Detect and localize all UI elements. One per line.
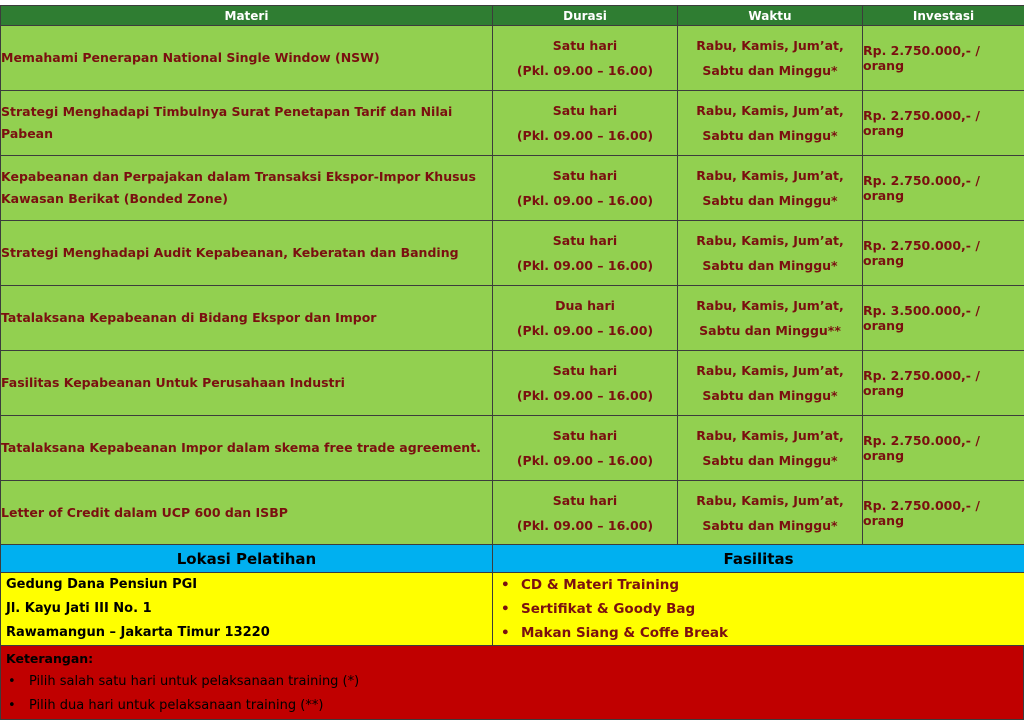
cell-durasi	[493, 286, 678, 351]
investasi-text: Rp. 2.750.000,- / orang	[863, 173, 980, 203]
waktu-days: Rabu, Kamis, Jum’at,	[696, 298, 844, 313]
bullet-icon: •	[501, 625, 510, 641]
waktu-days: Rabu, Kamis, Jum’at,	[696, 493, 844, 508]
lokasi-box	[1, 573, 493, 646]
durasi-days: Satu hari	[552, 103, 618, 118]
investasi-text: Rp. 2.750.000,- / orang	[863, 108, 980, 138]
table-row	[1, 221, 1024, 286]
cell-waktu	[678, 481, 863, 546]
cell-waktu	[678, 156, 863, 221]
bullet-icon: •	[8, 698, 16, 713]
cell-materi	[1, 416, 493, 481]
cell-materi	[1, 221, 493, 286]
table-row	[1, 156, 1024, 221]
waktu-weekend: Sabtu dan Minggu*	[702, 63, 838, 78]
cell-investasi	[863, 481, 1024, 546]
info-table	[0, 544, 1024, 646]
header-materi: Materi	[1, 6, 493, 26]
keterangan-box	[0, 645, 1024, 720]
investasi-text: Rp. 3.500.000,- / orang	[863, 303, 980, 333]
bullet-icon: •	[501, 577, 510, 593]
fasilitas-box	[493, 573, 1024, 646]
list-item	[493, 573, 1024, 597]
list-item	[493, 597, 1024, 621]
cell-waktu	[678, 416, 863, 481]
materi-text: Kepabeanan dan Perpajakan dalam Transaksi Ekspor-Impor Khusus Kawasan Berikat (Bonded Zone)	[1, 169, 476, 206]
lokasi-street: Jl. Kayu Jati III No. 1	[6, 601, 152, 616]
durasi-hours: (Pkl. 09.00 – 16.00)	[516, 388, 654, 403]
cell-durasi	[493, 416, 678, 481]
lokasi-city: Rawamangun – Jakarta Timur 13220	[6, 625, 270, 640]
cell-investasi	[863, 351, 1024, 416]
cell-durasi	[493, 221, 678, 286]
table-row	[1, 26, 1024, 91]
cell-materi	[1, 351, 493, 416]
waktu-weekend: Sabtu dan Minggu*	[702, 453, 838, 468]
materi-text: Tatalaksana Kepabeanan di Bidang Ekspor dan Impor	[1, 310, 377, 325]
cell-durasi	[493, 26, 678, 91]
materi-text: Fasilitas Kepabeanan Untuk Perusahaan Industri	[1, 375, 345, 390]
materi-text: Strategi Menghadapi Audit Kepabeanan, Keberatan dan Banding	[1, 245, 459, 260]
cell-durasi	[493, 91, 678, 156]
materi-text: Strategi Menghadapi Timbulnya Surat Penetapan Tarif dan Nilai Pabean	[1, 104, 453, 141]
durasi-hours: (Pkl. 09.00 – 16.00)	[516, 518, 654, 533]
cell-investasi	[863, 91, 1024, 156]
list-item	[1, 670, 1023, 694]
waktu-weekend: Sabtu dan Minggu*	[702, 388, 838, 403]
investasi-text: Rp. 2.750.000,- / orang	[863, 368, 980, 398]
waktu-days: Rabu, Kamis, Jum’at,	[696, 38, 844, 53]
cell-investasi	[863, 416, 1024, 481]
waktu-days: Rabu, Kamis, Jum’at,	[696, 428, 844, 443]
table-row	[1, 481, 1024, 546]
durasi-days: Satu hari	[552, 38, 618, 53]
waktu-weekend: Sabtu dan Minggu*	[702, 128, 838, 143]
cell-durasi	[493, 481, 678, 546]
keterangan-title: Keterangan:	[6, 651, 94, 666]
table-row	[1, 351, 1024, 416]
waktu-weekend: Sabtu dan Minggu*	[702, 193, 838, 208]
durasi-hours: (Pkl. 09.00 – 16.00)	[516, 193, 654, 208]
table-row	[1, 91, 1024, 156]
durasi-days: Satu hari	[552, 428, 618, 443]
durasi-hours: (Pkl. 09.00 – 16.00)	[516, 453, 654, 468]
materi-text: Letter of Credit dalam UCP 600 dan ISBP	[1, 505, 288, 520]
materi-text: Memahami Penerapan National Single Window (NSW)	[1, 50, 380, 65]
cell-investasi	[863, 221, 1024, 286]
cell-investasi	[863, 26, 1024, 91]
table-header-row	[1, 6, 1024, 26]
cell-waktu	[678, 91, 863, 156]
durasi-days: Satu hari	[552, 168, 618, 183]
waktu-weekend: Sabtu dan Minggu**	[699, 323, 841, 338]
lokasi-venue: Gedung Dana Pensiun PGI	[6, 577, 198, 592]
waktu-days: Rabu, Kamis, Jum’at,	[696, 363, 844, 378]
waktu-days: Rabu, Kamis, Jum’at,	[696, 168, 844, 183]
cell-materi	[1, 26, 493, 91]
cell-waktu	[678, 26, 863, 91]
fasilitas-item-label: CD & Materi Training	[521, 577, 680, 593]
investasi-text: Rp. 2.750.000,- / orang	[863, 43, 980, 73]
fasilitas-item-label: Sertifikat & Goody Bag	[521, 601, 696, 617]
cell-waktu	[678, 221, 863, 286]
waktu-days: Rabu, Kamis, Jum’at,	[696, 103, 844, 118]
list-item	[1, 694, 1023, 718]
waktu-weekend: Sabtu dan Minggu*	[702, 518, 838, 533]
cell-investasi	[863, 286, 1024, 351]
investasi-text: Rp. 2.750.000,- / orang	[863, 238, 980, 268]
fasilitas-item-label: Makan Siang & Coffe Break	[521, 625, 729, 641]
cell-waktu	[678, 286, 863, 351]
cell-materi	[1, 156, 493, 221]
fasilitas-list	[493, 573, 1024, 645]
bullet-icon: •	[501, 601, 510, 617]
durasi-hours: (Pkl. 09.00 – 16.00)	[516, 63, 654, 78]
durasi-hours: (Pkl. 09.00 – 16.00)	[516, 258, 654, 273]
cell-durasi	[493, 351, 678, 416]
waktu-days: Rabu, Kamis, Jum’at,	[696, 233, 844, 248]
fasilitas-title: Fasilitas	[493, 545, 1024, 573]
keterangan-item-label: Pilih dua hari untuk pelaksanaan training (**)	[29, 698, 324, 713]
bullet-icon: •	[8, 674, 16, 689]
materi-text: Tatalaksana Kepabeanan Impor dalam skema free trade agreement.	[1, 440, 481, 455]
header-waktu: Waktu	[678, 6, 863, 26]
durasi-days: Satu hari	[552, 233, 618, 248]
list-item	[493, 621, 1024, 645]
header-investasi: Investasi	[863, 6, 1024, 26]
table-row	[1, 286, 1024, 351]
lokasi-title: Lokasi Pelatihan	[1, 545, 493, 573]
durasi-hours: (Pkl. 09.00 – 16.00)	[516, 128, 654, 143]
keterangan-item-label: Pilih salah satu hari untuk pelaksanaan training (*)	[29, 674, 360, 689]
durasi-days: Satu hari	[552, 363, 618, 378]
durasi-days: Dua hari	[555, 298, 615, 313]
cell-materi	[1, 91, 493, 156]
durasi-days: Satu hari	[552, 493, 618, 508]
investasi-text: Rp. 2.750.000,- / orang	[863, 498, 980, 528]
cell-materi	[1, 286, 493, 351]
cell-durasi	[493, 156, 678, 221]
waktu-weekend: Sabtu dan Minggu*	[702, 258, 838, 273]
schedule-table	[0, 5, 1024, 546]
header-durasi: Durasi	[493, 6, 678, 26]
durasi-hours: (Pkl. 09.00 – 16.00)	[516, 323, 654, 338]
cell-investasi	[863, 156, 1024, 221]
cell-waktu	[678, 351, 863, 416]
cell-materi	[1, 481, 493, 546]
investasi-text: Rp. 2.750.000,- / orang	[863, 433, 980, 463]
table-row	[1, 416, 1024, 481]
